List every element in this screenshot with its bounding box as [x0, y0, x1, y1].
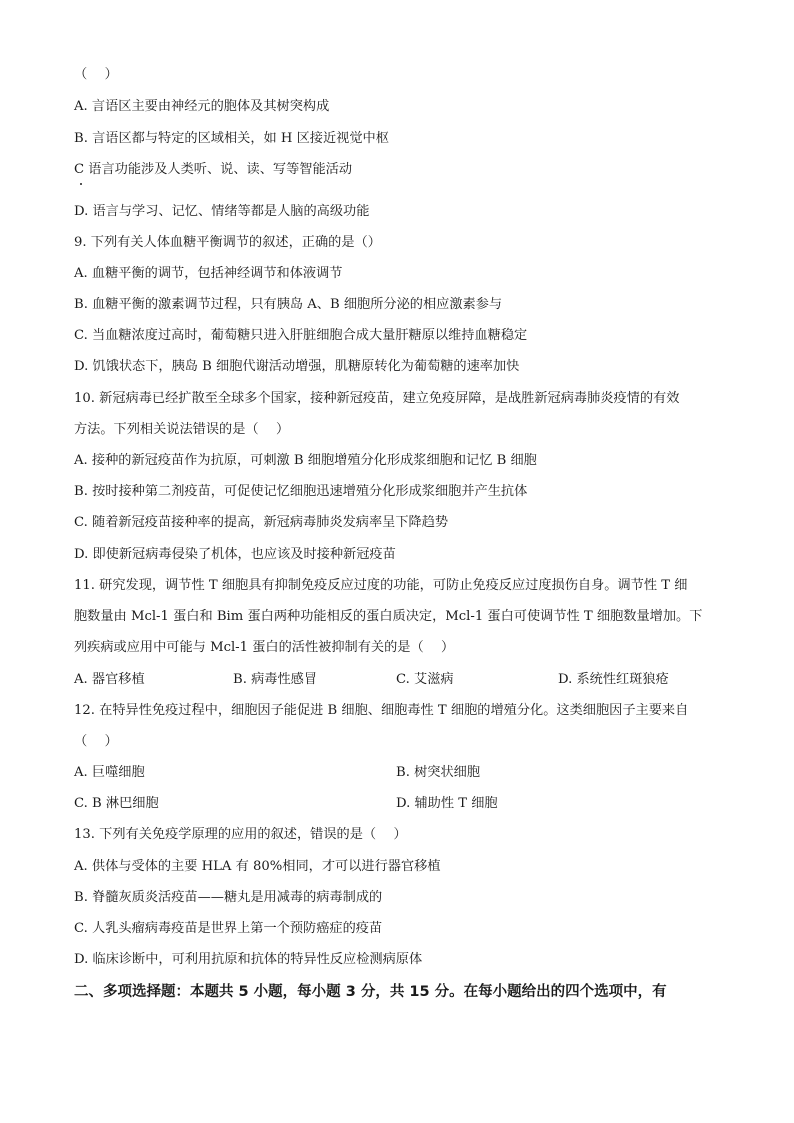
q13-option-d: D. 临床诊断中，可利用抗原和抗体的特异性反应检测病原体: [74, 952, 423, 967]
q13-option-a: A. 供体与受体的主要 HLA 有 80%相同，才可以进行器官移植: [74, 859, 441, 874]
q12-stem-line2: （ ）: [74, 734, 118, 749]
q10-option-d: D. 即使新冠病毒侵染了机体，也应该及时接种新冠疫苗: [74, 547, 396, 562]
section-2-heading: 二、多项选择题：本题共 5 小题，每小题 3 分，共 15 分。在每小题给出的四个选项中，有: [74, 984, 667, 1000]
q9-option-a: A. 血糖平衡的调节，包括神经调节和体液调节: [74, 266, 343, 281]
q11-option-a: A. 器官移植: [74, 672, 145, 687]
q10-option-a: A. 接种的新冠疫苗作为抗原，可刺激 B 细胞增殖分化形成浆细胞和记忆 B 细胞: [74, 453, 537, 468]
q11-option-d: D. 系统性红斑狼疮: [558, 672, 669, 687]
q9-option-c: C. 当血糖浓度过高时，葡萄糖只进入肝脏细胞合成大量肝糖原以维持血糖稳定: [74, 328, 528, 343]
q8-option-a: A. 言语区主要由神经元的胞体及其树突构成: [74, 99, 330, 114]
q9-stem: 9. 下列有关人体血糖平衡调节的叙述，正确的是（）: [74, 235, 381, 250]
q10-stem-line2: 方法。下列相关说法错误的是（ ）: [74, 422, 290, 437]
stray-dot: [80, 183, 82, 185]
q12-option-d: D. 辅助性 T 细胞: [396, 796, 498, 811]
q9-option-d: D. 饥饿状态下，胰岛 B 细胞代谢活动增强，肌糖原转化为葡萄糖的速率加快: [74, 359, 520, 374]
q10-stem-line1: 10. 新冠病毒已经扩散至全球多个国家，接种新冠疫苗，建立免疫屏障，是战胜新冠病毒肺炎疫情的有效: [74, 391, 680, 406]
q11-option-b: B. 病毒性感冒: [233, 672, 318, 687]
q12-option-a: A. 巨噬细胞: [74, 765, 145, 780]
q12-stem-line1: 12. 在特异性免疫过程中，细胞因子能促进 B 细胞、细胞毒性 T 细胞的增殖分化。这类细胞因子主要来自: [74, 703, 689, 718]
q11-stem-line1: 11. 研究发现，调节性 T 细胞具有抑制免疫反应过度的功能，可防止免疫反应过度损伤自身。调节性 T 细: [74, 578, 688, 593]
q10-option-b: B. 按时接种第二剂疫苗，可促使记忆细胞迅速增殖分化形成浆细胞并产生抗体: [74, 484, 528, 499]
q10-option-c: C. 随着新冠疫苗接种率的提高，新冠病毒肺炎发病率呈下降趋势: [74, 515, 449, 530]
q13-option-c: C. 人乳头瘤病毒疫苗是世界上第一个预防癌症的疫苗: [74, 921, 383, 936]
q8-option-d: D. 语言与学习、记忆、情绪等都是人脑的高级功能: [74, 204, 370, 219]
q13-option-b: B. 脊髓灰质炎活疫苗——糖丸是用减毒的病毒制成的: [74, 890, 383, 905]
q11-stem-line3: 列疾病或应用中可能与 Mcl-1 蛋白的活性被抑制有关的是（ ）: [74, 640, 455, 655]
q13-stem: 13. 下列有关免疫学原理的应用的叙述，错误的是（ ）: [74, 827, 407, 842]
q9-option-b: B. 血糖平衡的激素调节过程，只有胰岛 A、B 细胞所分泌的相应激素参与: [74, 297, 503, 312]
q8-option-b: B. 言语区都与特定的区域相关，如 H 区接近视觉中枢: [74, 131, 389, 146]
q8-paren: （ ）: [74, 67, 118, 82]
q12-option-b: B. 树突状细胞: [396, 765, 481, 780]
q11-option-c: C. 艾滋病: [396, 672, 454, 687]
q12-option-c: C. B 淋巴细胞: [74, 796, 159, 811]
q11-stem-line2: 胞数量由 Mcl-1 蛋白和 Bim 蛋白两种功能相反的蛋白质决定，Mcl-1 蛋白可使调节性 T 细胞数量增加。下: [74, 609, 703, 624]
q8-option-c: C 语言功能涉及人类听、说、读、写等智能活动: [74, 162, 353, 177]
